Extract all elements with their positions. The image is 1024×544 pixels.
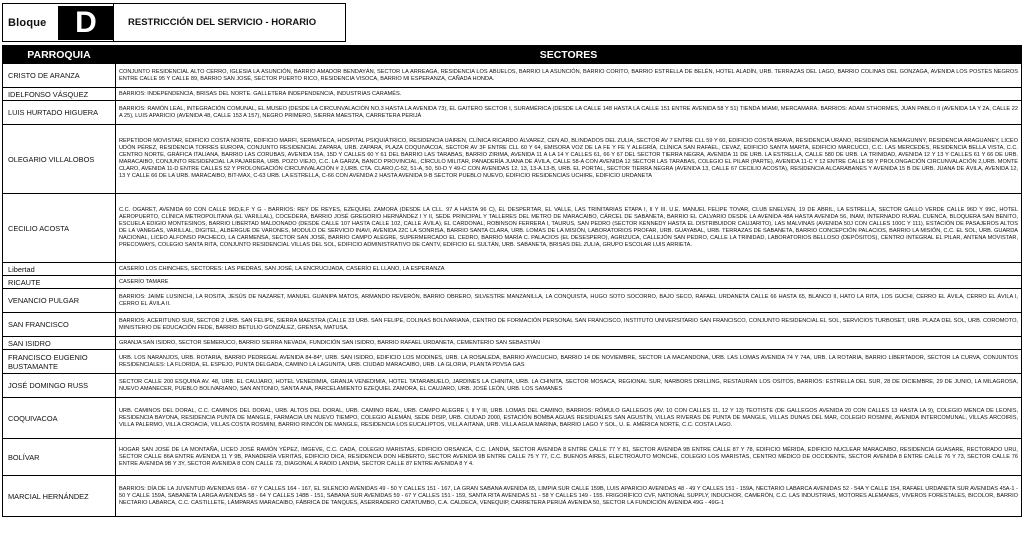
schedule-table — [2, 45, 1022, 517]
column-header-sectores: SECTORES — [116, 46, 1022, 64]
parroquia-cell: FRANCISCO EUGENIO BUSTAMANTE — [3, 350, 116, 374]
sectores-cell: BARRIOS: RAMÓN LEAL, INTEGRACIÓN COMUNAL, EL MUSEO (DESDE LA CIRCUNVALACIÓN NO.3 HASTA LA AVENIDA 73), EL GAITERO SECTOR I, SURAMÉRICA (DESDE LA CALLE 148 HASTA LA CALLE 151 ENTRE AVENIDA 58 Y 51) TIENDA MIAMI, MERCAMARA. BARRIOS: ADAM STHORMES, JUAN PABLO II (AVENIDA 1A Y 2A, CALLE 22 A 25), LUIS APARICIO (AVENIDA 48, CALLE 153 A 157), NEGRO PRIMERO, SIERRA MAESTRA, CARRETERA PERIJÁ — [116, 101, 1022, 125]
sectores-cell: CONJUNTO RESIDENCIAL ALTO CERRO, IGLESIA LA ASUNCIÓN, BARRIO AMADOR BENDAYÁN, SECTOR LA ARREAGA, RESIDENCIA LOS ABUELOS, BARRIO LA ASUNCIÓN, BARRIO CORITO, BARRIO ESTRELLA DE BELÉN, HOTEL ALADÍN, URB. TERRAZAS DEL LAGO, BARRIO COLINAS DEL GONZAGA, AVENIDA LOS POSTES NEGROS ENTRE CALLE 95 Y CALLE 89, BARRIO SAN JOSÉ, SECTOR PUERTO RICO, RESIDENCIA VISOCA, BARRIO MI ESPERANZA, CAÑADA HONDA. — [116, 64, 1022, 88]
sectores-cell: BARRIOS: INDEPENDENCIA, BRISAS DEL NORTE. GALLETERA INDEPENDENCIA, INDUSTRIAS CARAMÉS. — [116, 88, 1022, 101]
parroquia-cell: COQUIVACOA — [3, 398, 116, 439]
title-box — [114, 3, 346, 42]
table-row — [3, 276, 1022, 289]
sectores-cell: C.C. OGARET, AVENIDA 60 CON CALLE 96D,E,F Y G - BARRIOS: REY DE REYES, EZEQUIEL ZAMORA (DESDE LA CLL. 97 A HASTA 96 C), EL DESPERTAR, EL VALLE, LAS TRINITARIAS ETAPA I, II Y III. U.E. MANUEL FELIPE TOVAR, CLUB ENELVEN, 19 DE ABRIL, LA ESTRELLA, SECTOR GALLO VERDE CALLE 96D Y 99C, HOTEL AEROPUERTO, CLÍNICA METROPOLITANA (EL VARILLAL), COCEDERA, BARRIO JOSÉ GREGORIO HERNÁNDEZ I Y II, SEDE PRINCIPAL Y TALLERES DEL METRO DE MARACAIBO, CÁRCEL DE SABANETA, BARRIO EL CALVARIO DESDE LA AVENIDA 48A HASTA AVENIDA 56, INAM, INTERNADO RURAL CUENCA, BLOQUERA SAN BENITO, ESCUELA EDIGIO MONTESINOS, BARRIO LIBERTAD MALDONADO (DESDE CALLE 107 HASTA CALLE 102, CALLE ÁVILA), EL CARDONAL, ROBINSON FERRERA I, TAURUS, SAN PEDRO (SECTOR KENNEDY HASTA EL DISTRIBUIDOR CAUJARITO), LAS MALVINAS (AVENIDA 50J CON CALLES 100C Y 111), ESTACIÓN DE PASAJEROS ALTOS DE LA VANEGAS, VARILLAL, DIGITEL, ALBERGUE DE VARONES, MODULO DE SERVICIO INAVI, AVENIDA 22C LA SONRISA, BARRIO SANTA CLARA, URB. LOMAS DE LA MISIÓN, LABORATORIOS PROFAR, URB. GUAYABAL, URB. TERRAZAS DE SABANETA, BARRIO CONCEPCIÓN PALACIOS, BARRIO LA MISIÓN, C.C. EL SOL, URB. GUARDA NACIONAL, LICEO ALFONSO PACHECO, LA CARMENSA, SECTOR SAN JOSÉ, BARRIO CAMPO ALEGRE, SUPERMERCADO EL CEDRO, BARRIO MARÍA C. PALACIOS (EL DESESPERO), AGRIZUCA, CALLEJÓN SAN PEDRO, CALLE LA TRINIDAD, LABORATORIOS BELLOSO (DEPÓSITOS), CENTRO INTEGRAL EL PILAR, ANTENA MOVISTAR, PRECOWAYS, COLEGIO SANTA RITA, CONJUNTO RESIDENCIAL VILLAS DEL SOL, EDIFICIO ADMINISTRATIVO DE CANTV, EDIFICIO EL SULTÁN, URB. SABANETA, BRISAS DEL ZULIA, GRUPO ESCOLAR LUIS ARRIETA. — [116, 194, 1022, 263]
sectores-cell: SECTOR CALLE 200 ESQUINA AV. 48, URB. EL CAUJARO, HOTEL VENEDIMIA, GRANJA VENEDIMIA, HOTEL TATARABUELO, JARDINES LA CHINITA, URB. LA CHINITA, SECTOR MOSACA, REGIONAL SUR, NARBORS DRILLING, RESTAURAN LOS OSITOS, BARRIOS: ESTRELLA DEL SUR, 28 DE DICIEMBRE, 29 DE JUNIO, LA MILAGROSA, NUEVO AMANECER, PUEBLO BOLIVARIANO, SAN ANTONIO, SANTA ANA, PARCELAMIENTO EZEQUIEL ZAMORA, EL CAUJARO, URB. JOSÉ LEÓN, URB. LOS SAMANES — [116, 374, 1022, 398]
parroquia-cell: JOSÉ DOMINGO RUSS — [3, 374, 116, 398]
table-row — [3, 337, 1022, 350]
sectores-cell: CASERÍO TAMARE — [116, 276, 1022, 289]
table-row — [3, 350, 1022, 374]
sectores-cell: GRANJA SAN ISIDRO, SECTOR SEMERUCO, BARRIO SIERRA NEVADA, FUNDICIÓN SAN ISIDRO, BARRIO RAFAEL URDANETA, CEMENTERIO SAN SEBASTIÁN — [116, 337, 1022, 350]
parroquia-cell: VENANCIO PULGAR — [3, 289, 116, 313]
parroquia-cell: MARCIAL HERNÁNDEZ — [3, 476, 116, 517]
parroquia-cell: CRISTO DE ARANZA — [3, 64, 116, 88]
sectores-cell: URB. CAMINOS DEL DORAL, C.C. CAMINOS DEL DORAL, URB. ALTOS DEL DORAL, URB. CAMINO REAL, URB. CAMPO ALEGRE I, II Y III, URB. LOMAS DEL CAMINO, BARRIOS: RÓMULO GALLEGOS (AV. 10 CON CALLES 11, 12 Y 13) TEOTISTE (DE GALLEGOS AVENIDA 20 CON CALLES 13 HASTA LA 9), COLEGIO MENCA DE LEONIS, RESIDENCIA BAYONA, RESIDENCIA PUNTA DE MANGLE, FARMACIA UN NUEVO TIEMPO, COLEGIO ALEMÁN, SEDE DISIP, URB. CIUDAD 2000, ESTACIÓN BOMBA AGUAS RESIDUALES SAN AGUSTÍN, VILLAS RIVERAS DE PUNTA DE MANGLE, VILLAS DUNAS DEL MAR, COLEGIO ROSMINI, AVENIDA INTERCOMUNAL, VILLAS ARCOIRIS, VILLA PALERMO, VILLA CROACIA, VILLAS COSTA ROSMINI, BARRIO RINCÓN DE MANGLE, RESIDENCIA LOS EUCALIPTOS, VILLA AITANA, URB. VILLA AGUA MARINA, BARRIO LAGO Y SOL, U. E. AMÉRICA NORTE, C.C. COSTA LAGO. — [116, 398, 1022, 439]
bloque-label: Bloque — [8, 17, 47, 29]
parroquia-cell: CECILIO ACOSTA — [3, 194, 116, 263]
header — [2, 3, 1022, 42]
parroquia-cell: LUIS HURTADO HIGUERA — [3, 101, 116, 125]
sectores-cell: BARRIOS: JAIME LUSINCHI, LA ROSITA, JESÚS DE NAZARET, MANUEL GUANIPA MATOS, ARMANDO REVERÓN, BARRIO OBRERO, SILVESTRE MANZANILLA, LA CONQUISTA, HUGO SOTO SOCORRO, BAJO SECO, RAFAEL URDANETA CALLE 66 HASTA 65, BLANCO II, HATO LA RITA, LOS GUCHI, CERRO EL ÁVILA, CERRO EL ÁVILA I, CERRO EL ÁVILA II. — [116, 289, 1022, 313]
table-row — [3, 194, 1022, 263]
parroquia-cell: SAN FRANCISCO — [3, 313, 116, 337]
table-row — [3, 263, 1022, 276]
table-row — [3, 101, 1022, 125]
table-row — [3, 476, 1022, 517]
parroquia-cell: SAN ISIDRO — [3, 337, 116, 350]
parroquia-cell: OLEGARIO VILLALOBOS — [3, 125, 116, 194]
sectores-cell: REPETIDOR MOVISTAR, EDIFICIO COSTA NORTE, EDIFICIO MARFI, SERMATECA, HOSPITAL PSIQUIÁTRICO, RESIDENCIA UAIREN, CLÍNICA RICARDO ÁLVAREZ, CEN AD, BLINDADOS DEL ZULIA, SECTOR AV 7 ENTRE CLL 59 Y 60, EDIFICIO COSTA BRAVA, RESIDENCIA URANO, RESIDENCIA NEMAGUNNY, RESIDENCIA ARAGUANEY, LICEO UDÓN PÉREZ, RESIDENCIA TORRES EUROPA, CONJUNTO RESIDENCIAL ZAPARA, URB. ZAPARA, PLAZA COQUIVACOA, SECTOR AV 3F ENTRE CLL 60 Y 64, EMISORA VOZ DE LA FE Y FE Y ALEGRÍA, CLÍNICA SAN RAFAEL, CEVAZ, EDIFICIO SANTA MARTA, EDIFICIO MARCUCCI, C.C. LAS MERCEDES, RESIDENCIA BELLA VISTA, C.C. CENTRO NORTE, GRÁFICA ITALIANA, BARRIO LAS CORUBAS, AVENIDA 15A, 15D Y CALLES 60 Y 61 DEL BARRIO LAS TARABAS, BARRIO ZIRIMA, AVENIDA 11 A LA 14 Y CALLES 61, 66 Y 67 DEL SECTOR TIERRA NEGRA, AVENIDA 11 DE URB. LA ESTRELLA, CALLE 580 DE URB. LA TRINIDAD, AVENIDA 12 Y 13 Y CALLES 61 Y 66 DE URB. MARACAIBO, CONJUNTO RESIDENCIAL LA PAJARERA, URB. POZO VIEJO, C.C. LA GARZA, BANCO PROVINCIAL, CÍRCULO MILITAR, PANADERÍA JUANA DE ÁVILA, CALLE 58-A CON AVENIDA 12 SECTOR LAS TARABAS, COLEGIO EL PILAR (PARTE), AVENIDA 11-C Y 12 ENTRE CALLE 58 Y PROLONGACIÓN CIRCUNVALACIÓN 2,URB. MONTE CLARO, AVENIDA 11-D ENTRE CALLES 52 Y PROLONGACIÓN CIRCUNVALACIÓN # 2,URB. CTA. CLARO,C-52, 51-A, 50, 50-D Y 49-C CON AVENIDAS 12, 13, 13-A 13-B, URB. EL PORTAL, SECTOR TIERRA NEGRA (AVENIDA 13, CALLE 67 CECILIO ACOSTA), RESIDENCIA ALCARABANES Y AVENIDA 15 B DE URB. JUANA DE ÁVILA, AVENIDA 12, 13 Y CALLE 66 DE LA URB. MARACAIBO, BIT-MAX, C-63 URB. LA ESTRELLA, C-66 CON AVENIDA 2 HASTA AVENIDA 9-B SECTOR PUEBLO NUEVO, EDIFICIO RESIDENCIAS UCHIRE, EDIFICIO URDANETA — [116, 125, 1022, 194]
table-row — [3, 398, 1022, 439]
table-row — [3, 439, 1022, 476]
column-header-parroquia: PARROQUIA — [3, 46, 116, 64]
bloque-box — [2, 3, 114, 42]
sectores-cell: BARRIOS: DÍA DE LA JUVENTUD AVENIDAS 65A - 67 Y CALLES 164 - 167, EL SILENCIO AVENIDAS 49 - 50 Y CALLES 151 - 167, LA GRAN SABANA AVENIDA 65, LIMPIA SUR CALLE 159B, LUIS APARICIO AVENIDAS 48 - 49 Y CALLES 151 - 159A, NECTARIO LABARCA AVENIDAS 52 - 54A Y CALLE 154, RAFAEL URDANETA SUR AVENIDAS 45A-1 - 50 Y CALLE 159A, SABANETA LARGA AVENIDAS 58 - 64 Y CALLES 148B - 151, SABANA SUR AVENIDAS 59 - 67 Y CALLES 151 - 159, SANTA RITA AVENIDAS 51 - 58 Y CALLES 149 - 155. FRIGORÍFICO CVF, NATIONAL SUPPLY, INDUCHOR, CAMERÓN, C.C. LAS INDUSTRIAS, MOTORES ALEMANES, VIVEROS FORESTALES, BICOLOR, BARRIO NECTARIO LABARCA, C.C. CASTILLETE, LÁMPARAS MARACAIBO, FÁBRICA DE TANQUES, ASERRADERO CATATUMBO, C.A. CALDECA, VENEQUIP, CARRETERA PERIJÁ AVENIDA 50, SECTOR LA FUNDICIÓN AVENIDA 49G - 49G-1 — [116, 476, 1022, 517]
bloque-letter: D — [58, 6, 114, 40]
table-row — [3, 88, 1022, 101]
table-row — [3, 125, 1022, 194]
parroquia-cell: BOLÍVAR — [3, 439, 116, 476]
table-row — [3, 289, 1022, 313]
table-row — [3, 313, 1022, 337]
sectores-cell: URB. LOS NARANJOS, URB. ROTARIA, BARRIO PEDREGAL AVENIDA 84-84*, URB. SAN ISIDRO, EDIFICIO LOS MODINES, URB. LA ROSALEDA, BARRIO AYACUCHO, BARRIO 14 DE NOVIEMBRE, SECTOR LA MACANDONA, URB. LAS LOMAS AVENIDA 74 Y 74A, URB. LA ROTARIA, BARRIO LIBERTADOR, SECTOR LA CURVA, CONJUNTOS RESIDENCIALES: LA FLORIDA, EL ESPEJO, PUNTA DELGADA, CAMINO LA LAGUNITA, URB. CIUDAD MARACAIBO, URB. LA GLORIA, PLANTA PDVSA GAS — [116, 350, 1022, 374]
page-title: RESTRICCIÓN DEL SERVICIO - HORARIO — [128, 17, 317, 28]
table-row — [3, 64, 1022, 88]
table-row — [3, 374, 1022, 398]
sectores-cell: BARRIOS: ACERITUNO SUR, SECTOR 2 URB. SAN FELIPE, SIERRA MAESTRA (CALLE 33 URB. SAN FELIPE, COLINAS BOLIVARIANA, CENTRO DE FORMACIÓN PERSONAL SAN FRANCISCO, INSTITUTO UNIVERSITARIO SAN FRANCISCO, CONJUNTO RESIDENCIAL EL SOL, SERVICIOS TURBOSET, URB. PLAZA DEL SOL, URB. COROMOTO, MINISTERIO DE EDUCACIÓN FEDE, BARRIO BETULIO GONZÁLEZ, GRENSA, MATUSA. — [116, 313, 1022, 337]
table-header-row — [3, 46, 1022, 64]
sectores-cell: CASERÍO LOS CHINCHES, SECTORES: LAS PIEDRAS, SAN JOSÉ, LA ENCRUCIJADA, CASERÍO EL LLANO, LA ESPERANZA — [116, 263, 1022, 276]
parroquia-cell: IDELFONSO VÁSQUEZ — [3, 88, 116, 101]
sectores-cell: HOGAR SAN JOSÉ DE LA MONTAÑA, LICEO JOSÉ RAMÓN YÉPEZ, IMGEVE, C.C. CADA, COLEGIO MARISTAS, EDIFICIO ORSANCA, C.C. LANDIA, SECTOR AVENIDA 8 ENTRE CALLE 77 Y 81, SECTOR AVENIDA 9B ENTRE CALLE 87 Y 78, EDIFICIO MÉRIDA, EDIFICIO NUCLEAR MARACAIBO, RESIDENCIA GUASARE, RECTORADO URU, SECTOR CALLE 86A ENTRE AVENIDA 11 Y 9B, PANADERÍA VERITAS, EDIFICIO DICA, RESIDENCIA DON HEBERTO, SECTOR AVENIDA 9B ENTRE CALLE 75 Y 77, C.C. BUENOS AIRES, ELECTROAUTO MONCHE, COLEGIO LOS MARISTAS, CENTRO MÉDICO DE OCCIDENTE, SECTOR AVENIDA 8 ENTRE CALLE 76 Y 73, SECTOR CALLE 76 ENTRE AVENIDA 9B Y 3Y, SECTOR AVENIDA 8 CON CALLE 73, DIAGONAL A RADIO LANDIA, SECTOR CALLE 87 ENTRE AVENIDA 8 Y 4. — [116, 439, 1022, 476]
parroquia-cell: Libertad — [3, 263, 116, 276]
parroquia-cell: RICAUTE — [3, 276, 116, 289]
